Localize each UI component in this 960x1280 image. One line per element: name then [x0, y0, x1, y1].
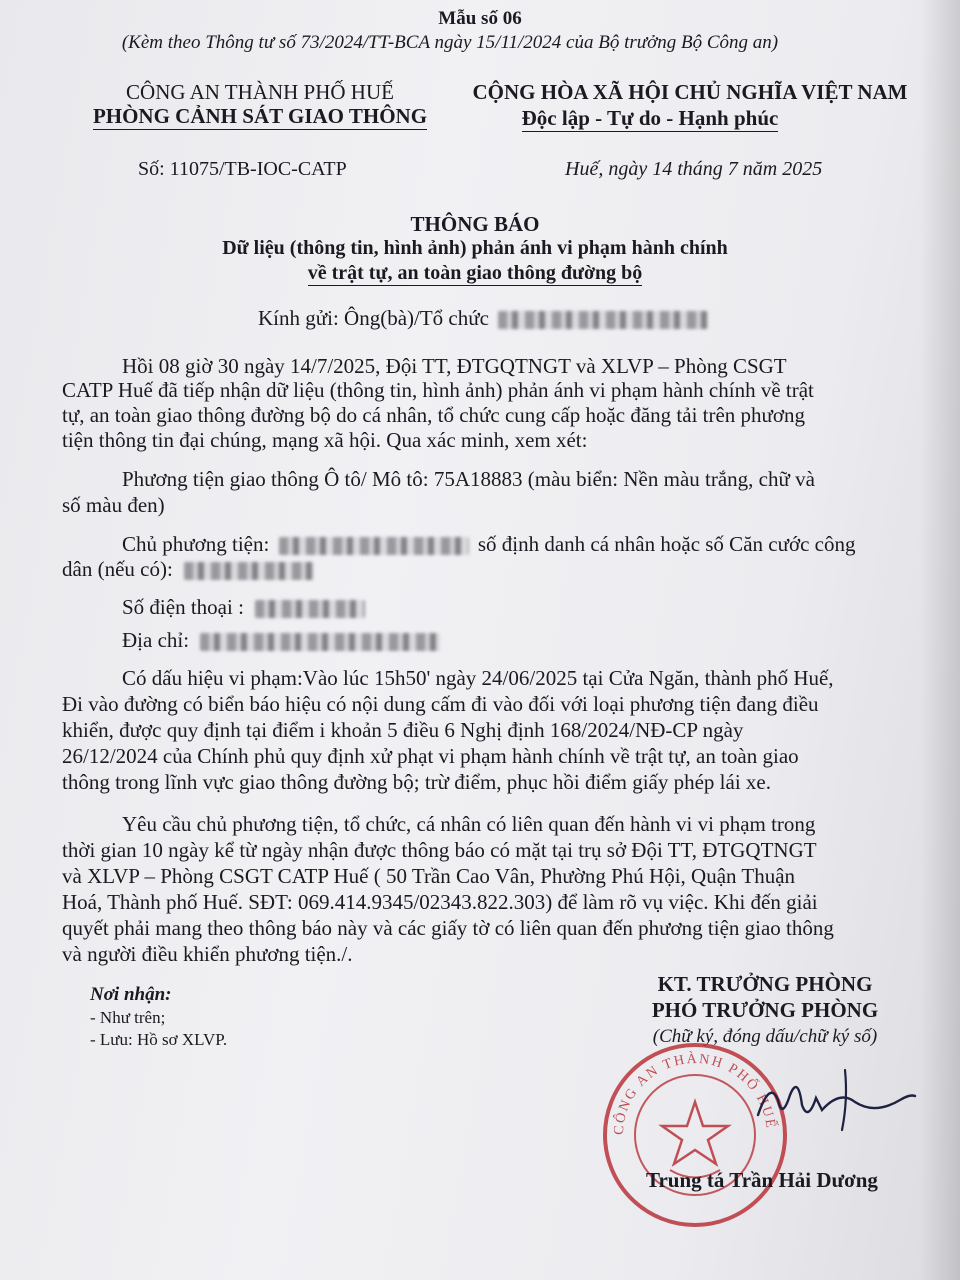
department-name: PHÒNG CẢNH SÁT GIAO THÔNG: [92, 104, 428, 128]
owner-id-line: [62, 553, 314, 585]
recipient-line: [258, 306, 708, 331]
paragraph-1-line-1: Hồi 08 giờ 30 ngày 14/7/2025, Đội TT, ĐTGQTNGT và XLVP – Phòng CSGT: [122, 354, 787, 378]
address-line: [122, 624, 440, 656]
paragraph-1-line-3: tự, an toàn giao thông đường bộ do cá nhân, tổ chức cung cấp hoặc đăng tải trên phương: [62, 403, 806, 427]
violation-line-5: thông trong lĩnh vực giao thông đường bộ; trừ điểm, phục hồi điểm giấy phép lái xe.: [62, 770, 771, 794]
vehicle-line-1: Phương tiện giao thông Ô tô/ Mô tô: 75A18883 (màu biển: Nền màu trắng, chữ và: [122, 467, 815, 491]
document-subtitle-1: Dữ liệu (thông tin, hình ảnh) phản ánh vi phạm hành chính: [222, 237, 728, 259]
handwritten-signature: [750, 1060, 920, 1140]
recipient-item-1: - Như trên;: [90, 1008, 166, 1027]
phone-label: Số điện thoại :: [122, 595, 244, 619]
address-label: Địa chỉ:: [122, 628, 190, 652]
request-line-3: và XLVP – Phòng CSGT CATP Huế ( 50 Trần Cao Vân, Phường Phú Hội, Quận Thuận: [62, 864, 796, 888]
request-line-2: thời gian 10 ngày kể từ ngày nhận được thông báo có mặt tại trụ sở Đội TT, ĐTGQTNGT: [62, 838, 817, 862]
request-line-5: quyết phải mang theo thông báo này và các giấy tờ có liên quan đến phương tiện giao thông: [62, 916, 834, 940]
seal-text: CÔNG AN THÀNH PHỐ HUẾ: [611, 1051, 778, 1136]
violation-line-2: Đi vào đường có biển báo hiệu có nội dung cấm đi vào đối với loại phương tiện đang điều: [62, 692, 819, 716]
redacted-address: [200, 633, 440, 651]
violation-line-3: khiển, được quy định tại điểm i khoản 5 điều 6 Nghị định 168/2024/NĐ-CP ngày: [62, 718, 744, 742]
request-line-6: và người điều khiển phương tiện./.: [62, 942, 353, 966]
page-shadow: [920, 0, 960, 1280]
violation-line-1: Có dấu hiệu vi phạm:Vào lúc 15h50' ngày 24/06/2025 tại Cửa Ngăn, thành phố Huế,: [122, 666, 834, 690]
recipient-label: Kính gửi: Ông(bà)/Tổ chức: [258, 306, 489, 330]
request-line-1: Yêu cầu chủ phương tiện, tổ chức, cá nhân có liên quan đến hành vi vi phạm trong: [122, 812, 816, 836]
place-and-date: Huế, ngày 14 tháng 7 năm 2025: [565, 158, 823, 180]
redacted-phone: [255, 600, 365, 618]
owner-label: Chủ phương tiện:: [122, 532, 270, 556]
owner-id-label-2: dân (nếu có):: [62, 557, 173, 581]
vehicle-line-2: số màu đen): [62, 493, 165, 517]
agency-name: CÔNG AN THÀNH PHỐ HUẾ: [126, 80, 394, 104]
country-name: CỘNG HÒA XÃ HỘI CHỦ NGHĨA VIỆT NAM: [472, 80, 908, 104]
paragraph-1-line-2: CATP Huế đã tiếp nhận dữ liệu (thông tin, hình ảnh) phản ánh vi phạm hành chính về trật: [62, 378, 814, 402]
national-motto: Độc lập - Tự do - Hạnh phúc: [521, 106, 779, 130]
signature-note: (Chữ ký, đóng dấu/chữ ký số): [652, 1026, 878, 1047]
request-line-4: Hoá, Thành phố Huế. SĐT: 069.414.9345/02343.822.303) để làm rõ vụ việc. Khi đến giải: [62, 890, 818, 914]
owner-id-label: số định danh cá nhân hoặc số Căn cước công: [477, 532, 856, 556]
signer-title-2: PHÓ TRƯỞNG PHÒNG: [651, 998, 879, 1022]
violation-line-4: 26/12/2024 của Chính phủ quy định xử phạt vi phạm hành chính về trật tự, an toàn giao: [62, 744, 799, 768]
paragraph-1-line-4: tiện thông tin đại chúng, mạng xã hội. Qua xác minh, xem xét:: [62, 428, 588, 452]
signer-name: Trung tá Trần Hải Dương: [646, 1168, 878, 1192]
signer-title-1: KT. TRƯỞNG PHÒNG: [657, 972, 873, 996]
form-number: Mẫu số 06: [438, 8, 522, 29]
document-number: Số: 11075/TB-IOC-CATP: [138, 158, 347, 180]
redacted-recipient: [498, 311, 708, 329]
recipients-label: Nơi nhận:: [90, 984, 172, 1005]
recipient-item-2: - Lưu: Hồ sơ XLVP.: [90, 1030, 228, 1049]
phone-line: [122, 591, 365, 623]
form-attachment-note: (Kèm theo Thông tư số 73/2024/TT-BCA ngày 15/11/2024 của Bộ trưởng Bộ Công an): [121, 32, 779, 53]
document-subtitle-2: về trật tự, an toàn giao thông đường bộ: [307, 262, 643, 284]
document-title: THÔNG BÁO: [410, 212, 540, 236]
redacted-owner-id: [184, 562, 314, 580]
